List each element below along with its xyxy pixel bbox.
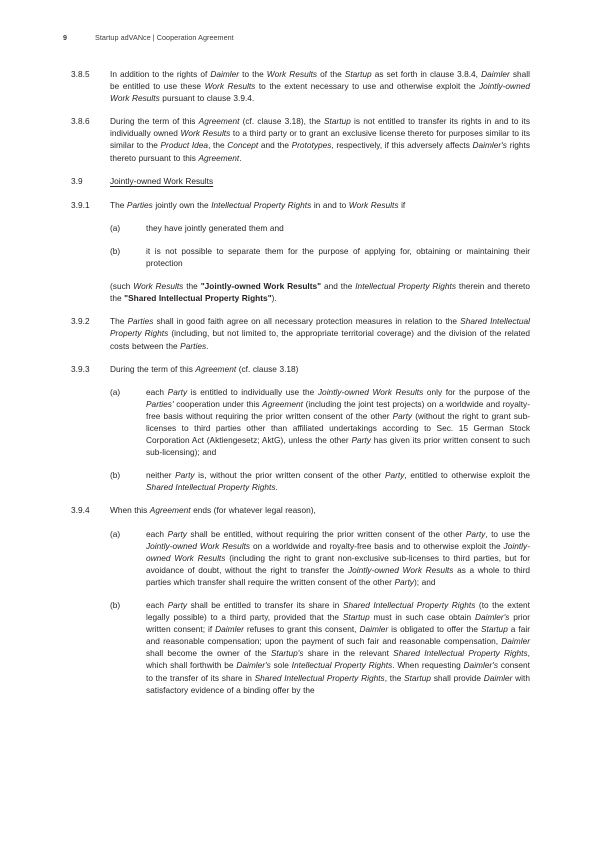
subitem-text: each Party shall be entitled to transfer its share in Shared Intellectual Property Rights (to the extent legally possible) to a third party, provided that the Startup must in such case obtain Daimler's prior written consent; if Daimler refuses to grant this consent, Daimler is obligated to offer the Startup a fair and reasonable compensation; upon the payment of such fair and reasonable compensation, Daimler shall become the owner of the Startup's share in the relevant Shared Intellectual Property Rights, which shall forthwith be Daimler's sole Intellectual Property Rights. When requesting Daimler's consent to the transfer of its share in Shared Intellectual Property Rights, the Startup shall provide Daimler with satisfactory evidence of a binding offer by the <box>146 600 531 695</box>
clause-text: During the term of this Agreement (cf. clause 3.18) <box>110 363 299 374</box>
clause-number: 3.9.1 <box>71 199 90 210</box>
subitem-marker: (a) <box>110 386 121 397</box>
page-header <box>0 33 600 47</box>
subitem-text: each Party shall be entitled, without requiring the prior written consent of the other Party, to use the Jointly-owned Work Results on a worldwide and royalty-free basis and to otherwise exploit the Jointly-owned Work Results (including the right to grant non-exclusive sub-licenses to third parties, but for avoidance of doubt, without the right to transfer the Jointly-owned Work Results as a whole to third parties which transfer shall require the written consent of the other Party); and <box>146 528 531 587</box>
section-heading-text: Jointly-owned Work Results <box>110 175 214 186</box>
subitem-marker: (a) <box>110 528 121 539</box>
subitem-3-9-3-b <box>110 469 530 493</box>
clause-3-9-2 <box>71 315 530 351</box>
clause-number: 3.8.5 <box>71 69 90 79</box>
subitem-3-9-4-b <box>110 599 530 696</box>
clause-text: During the term of this Agreement (cf. clause 3.18), the Startup is not entitled to transfer its rights in and to its individually owned Work Results to a third party or to grant an exclusive license thereto for purposes similar to its similar to the Product Idea, the Concept and the Prototypes, respectively, if this adversely affects Daimler's rights thereto pursuant to this Agreement. <box>110 116 531 163</box>
subitem-3-9-1-a <box>110 222 530 234</box>
clause-number: 3.9 <box>71 175 83 186</box>
subitem-text: it is not possible to separate them for the purpose of applying for, obtaining or maintaining their protection <box>146 245 530 269</box>
subitem-text: they have jointly generated them and <box>146 222 284 233</box>
clause-text: The Parties jointly own the Intellectual Property Rights in and to Work Results if <box>110 199 406 210</box>
clause-3-9-4 <box>71 504 530 516</box>
definition-paragraph: (such Work Results the "Jointly-owned Work Results" and the Intellectual Property Rights therein and thereto the "Shared Intellectual Property Rights"). <box>110 281 530 304</box>
clause-3-9-heading <box>71 175 530 187</box>
subitem-marker: (b) <box>110 245 121 256</box>
clause-3-8-6 <box>71 115 530 163</box>
clause-number: 3.9.2 <box>71 316 90 327</box>
subitem-marker: (b) <box>110 600 121 610</box>
clause-number: 3.9.3 <box>71 363 90 374</box>
header-document-title: Startup adVANce | Cooperation Agreement <box>95 33 234 42</box>
subitem-3-9-4-a <box>110 528 530 588</box>
clause-3-9-3 <box>71 363 530 375</box>
page-number: 9 <box>63 33 68 42</box>
clause-text: The Parties shall in good faith agree on all necessary protection measures in relation to the Shared Intellectual Property Rights (including, but not limited to, the appropriate territorial coverage) and the division of the related costs between the Parties. <box>110 316 530 351</box>
subitem-text: neither Party is, without the prior written consent of the other Party, entitled to otherwise exploit the Shared Intellectual Property Rights. <box>146 470 530 493</box>
subitem-marker: (a) <box>110 222 121 233</box>
document-body <box>71 68 530 696</box>
clause-text: When this Agreement ends (for whatever legal reason), <box>110 505 316 516</box>
clause-text: In addition to the rights of Daimler to the Work Results of the Startup as set forth in clause 3.8.4, Daimler shall be entitled to use these Work Results to the extent necessary to use and otherwise exploit the Jointly-owned Work Results pursuant to clause 3.9.4. <box>110 69 531 104</box>
subitem-3-9-3-a <box>110 386 530 459</box>
clause-3-9-1 <box>71 199 530 211</box>
clause-number: 3.9.4 <box>71 505 90 516</box>
clause-3-8-5 <box>71 68 530 104</box>
subitem-marker: (b) <box>110 470 121 481</box>
subitem-3-9-1-b <box>110 245 530 269</box>
clause-number: 3.8.6 <box>71 116 90 127</box>
subitem-text: each Party is entitled to individually use the Jointly-owned Work Results only for the purpose of the Parties' cooperation under this Agreement (including the joint test projects) on a worldwide and royalty-free basis without requiring the prior written consent of the other Party (without the right to grant sub-licenses to third parties other than affiliated undertakings according to Sec. 15 German Stock Corporation Act (Aktiengesetz; AktG), unless the other Party has given its prior written consent to such sub-licensing); and <box>146 386 530 458</box>
